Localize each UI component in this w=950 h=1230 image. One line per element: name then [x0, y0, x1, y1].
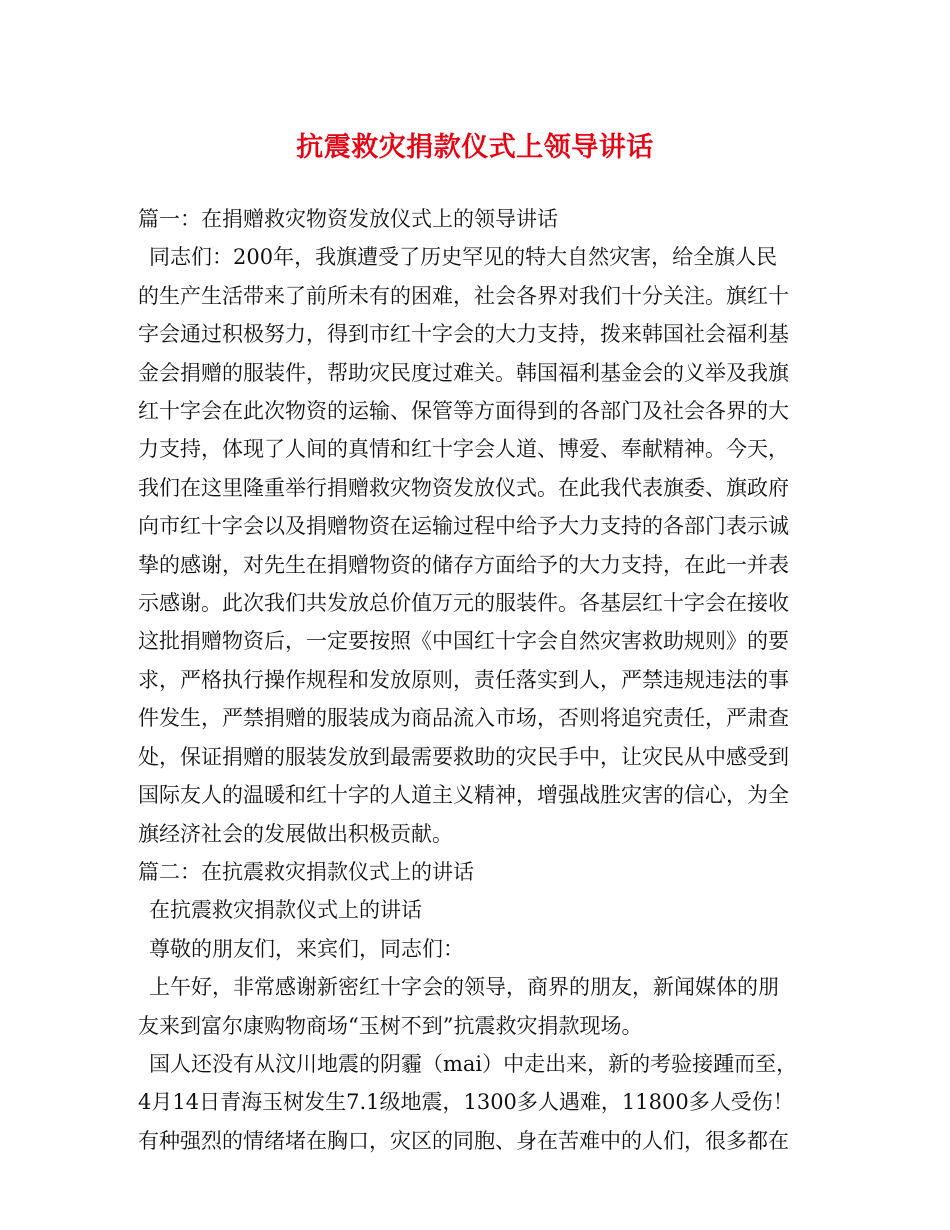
body-text-line: 字会通过积极努力，得到市红十字会的大力支持，拨来韩国社会福利基 — [138, 322, 789, 347]
body-text-line: 篇一：在捐赠救灾物资发放仪式上的领导讲话 — [138, 207, 558, 231]
body-text-line: 的生产生活带来了前所未有的困难，社会各界对我们十分关注。旗红十 — [138, 283, 789, 308]
body-text-line: 件发生，严禁捐赠的服装成为商品流入市场，否则将追究责任，严肃查 — [138, 706, 789, 731]
body-text-line: 力支持，体现了人间的真情和红十字会人道、博爱、奉献精神。今天， — [138, 437, 789, 462]
body-text-line: 篇二：在抗震救灾捐款仪式上的讲话 — [138, 859, 474, 884]
body-text-line: 这批捐赠物资后，一定要按照《中国红十字会自然灾害救助规则》的要 — [138, 629, 789, 654]
body-text-line: 挚的感谢，对先生在捐赠物资的储存方面给予的大力支持，在此一并表 — [138, 552, 789, 577]
body-text-line: 我们在这里隆重举行捐赠救灾物资发放仪式。在此我代表旗委、旗政府 — [138, 475, 789, 500]
body-text-line: 示感谢。此次我们共发放总价值万元的服装件。各基层红十字会在接收 — [138, 591, 789, 616]
body-text-line: 国际友人的温暖和红十字的人道主义精神，增强战胜灾害的信心，为全 — [138, 783, 789, 808]
body-text-line: 国人还没有从汶川地震的阴霾（mai）中走出来，新的考验接踵而至， — [149, 1051, 798, 1076]
body-text-line: 友来到富尔康购物商场“玉树不到”抗震救灾捐款现场。 — [138, 1013, 643, 1038]
body-text-line: 向市红十字会以及捐赠物资在运输过程中给予大力支持的各部门表示诚 — [138, 514, 789, 539]
body-text-line: 求，严格执行操作规程和发放原则，责任落实到人，严禁违规违法的事 — [138, 667, 789, 692]
body-text-line: 4月14日青海玉树发生7.1级地震，1300多人遇难，11800多人受伤！ — [138, 1090, 794, 1115]
body-text-line: 金会捐赠的服装件，帮助灾民度过难关。韩国福利基金会的义举及我旗 — [138, 360, 789, 385]
body-text-line: 有种强烈的情绪堵在胸口，灾区的同胞、身在苦难中的人们，很多都在 — [138, 1128, 789, 1153]
body-text-line: 上午好，非常感谢新密红十字会的领导，商界的朋友，新闻媒体的朋 — [149, 975, 779, 1000]
body-text-line: 同志们：200年，我旗遭受了历史罕见的特大自然灾害，给全旗人民 — [149, 245, 778, 270]
body-text-line: 处，保证捐赠的服装发放到最需要救助的灾民手中，让灾民从中感受到 — [138, 744, 789, 769]
document-body — [138, 200, 818, 1160]
body-text-line: 尊敬的朋友们，来宾们，同志们： — [149, 936, 464, 961]
document-title: 抗震救灾捐款仪式上领导讲话 — [296, 132, 654, 163]
body-text-line: 红十字会在此次物资的运输、保管等方面得到的各部门及社会各界的大 — [138, 399, 789, 424]
body-text-line: 在抗震救灾捐款仪式上的讲话 — [149, 898, 422, 923]
body-text-line: 旗经济社会的发展做出积极贡献。 — [138, 821, 453, 846]
